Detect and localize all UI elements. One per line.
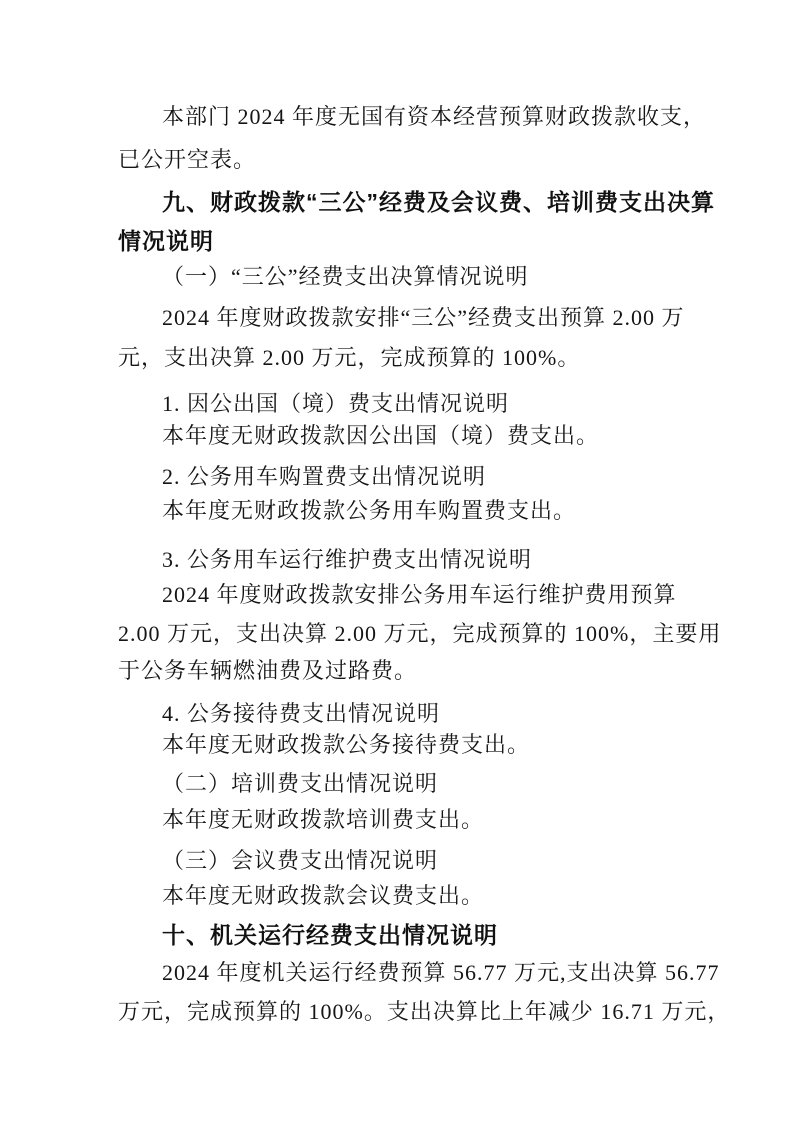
subheading-meeting-fee: （三）会议费支出情况说明 (162, 848, 439, 873)
body-line-vehicle-maintenance-3: 于公务车辆燃油费及过路费。 (118, 658, 418, 683)
body-line-operating-expense-2: 万元，完成预算的 100%。支出决算比上年减少 16.71 万元， (118, 999, 731, 1024)
body-line-no-meeting-fee: 本年度无财政拨款会议费支出。 (162, 883, 485, 908)
body-line-no-overseas-travel: 本年度无财政拨款因公出国（境）费支出。 (162, 423, 600, 448)
body-line-sangong-budget-cont: 元，支出决算 2.00 万元，完成预算的 100%。 (118, 345, 581, 370)
body-line-no-state-capital: 本部门 2024 年度无国有资本经营预算财政拨款收支， (162, 104, 707, 129)
subheading-vehicle-purchase: 2. 公务用车购置费支出情况说明 (162, 464, 487, 489)
subheading-sangong-expenses: （一）“三公”经费支出决算情况说明 (162, 264, 529, 289)
section-heading-nine: 九、财政拨款“三公”经费及会议费、培训费支出决算 (162, 189, 715, 215)
body-line-no-vehicle-purchase: 本年度无财政拨款公务用车购置费支出。 (162, 498, 577, 523)
body-line-empty-table-published: 已公开空表。 (118, 147, 257, 172)
body-line-no-reception: 本年度无财政拨款公务接待费支出。 (162, 732, 531, 757)
body-line-operating-expense-1: 2024 年度机关运行经费预算 56.77 万元,支出决算 56.77 (162, 960, 720, 985)
subheading-vehicle-maintenance: 3. 公务用车运行维护费支出情况说明 (162, 547, 533, 572)
subheading-overseas-travel: 1. 因公出国（境）费支出情况说明 (162, 391, 510, 416)
body-line-vehicle-maintenance-1: 2024 年度财政拨款安排公务用车运行维护费用预算 (162, 582, 677, 607)
body-line-no-training-fee: 本年度无财政拨款培训费支出。 (162, 807, 485, 832)
subheading-training-fee: （二）培训费支出情况说明 (162, 771, 439, 796)
section-heading-nine-continued: 情况说明 (118, 228, 214, 254)
subheading-official-reception: 4. 公务接待费支出情况说明 (162, 701, 441, 726)
body-line-vehicle-maintenance-2: 2.00 万元，支出决算 2.00 万元，完成预算的 100%，主要用 (118, 621, 722, 646)
section-heading-ten: 十、机关运行经费支出情况说明 (162, 922, 498, 948)
body-line-sangong-budget: 2024 年度财政拨款安排“三公”经费支出预算 2.00 万 (162, 305, 685, 330)
